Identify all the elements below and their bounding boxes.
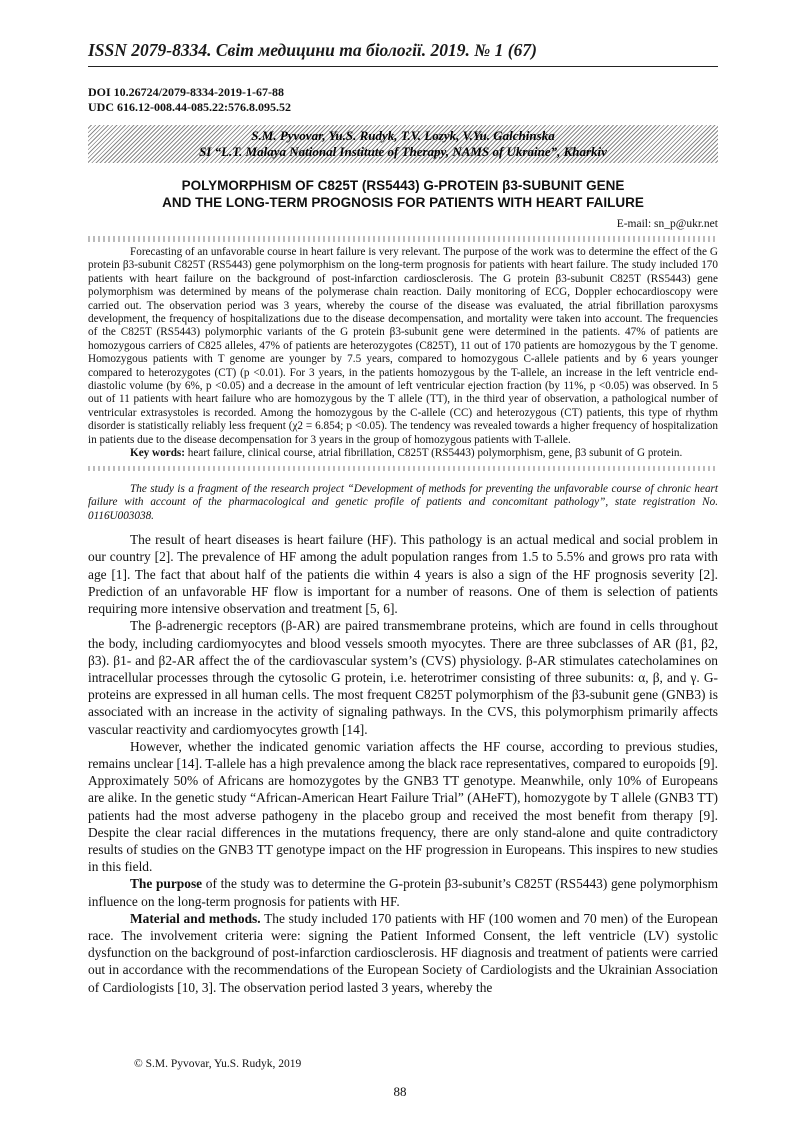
affiliation: SI “L.T. Malaya National Institute of Therapy, NAMS of Ukraine”, Kharkiv [199, 144, 607, 159]
udc: UDC 616.12-008.44-085.22:576.8.095.52 [88, 100, 291, 114]
contact-email: E-mail: sn_p@ukr.net [616, 218, 718, 230]
journal-header: ISSN 2079-8334. Світ медицини та біології. 2019. № 1 (67) [88, 40, 718, 67]
author-names: S.M. Pyvovar, Yu.S. Rudyk, T.V. Lozyk, V.Yu. Galchinska [251, 128, 555, 143]
paragraph-2: The β-adrenergic receptors (β-AR) are paired transmembrane proteins, which are found in cells throughout the body, including cardiomyocytes and blood vessels smooth myocytes. There are three subclasses of AR (β1, β2, β3). β1- and β2-AR affect the of the cardiovascular system’s (CVS) physiology. β-AR stimulates catecholamines on intracellular processes through the cytosolic G protein, i.e. heterotrimer consisting of three subunits: α, β, and γ. G-proteins are expressed in all human cells. The most frequent C825T polymorphism of the β3-subunit gene (GNB3) is associated with an increase in the activity of signaling pathways. In the CVS, this polymorphism primarily affects vascular reactivity and cardiomyocytes growth [14]. [88, 618, 718, 737]
article-title [88, 177, 718, 211]
purpose-label: The purpose [130, 876, 203, 892]
doi: DOI 10.26724/2079-8334-2019-1-67-88 [88, 85, 284, 99]
methods-label: Material and methods. [130, 910, 261, 926]
abstract [88, 246, 718, 461]
article-identifiers [88, 85, 718, 115]
keywords-label: Key words: [130, 447, 185, 460]
article-page [88, 40, 718, 996]
keywords-list: heart failure, clinical course, atrial fibrillation, C825T (RS5443) polymorphism, gene, β3 subunit of G protein. [187, 447, 683, 460]
copyright: © S.M. Pyvovar, Yu.S. Rudyk, 2019 [134, 1058, 302, 1070]
decorative-divider [88, 236, 718, 242]
methods-text: The study included 170 patients with HF (100 women and 70 men) of the European race. The involvement criteria were: signing the Patient Informed Consent, the left ventricle (LV) systolic dysfunction on the background of post-infarction cardiosclerosis. HF diagnosis and treatment of patients were carried out in accordance with the recommendations of the European Society of Cardiologists and the Ukrainian Association of Cardiologists [10, 3]. The observation period lasted 3 years, whereby the [88, 910, 719, 995]
paragraph-3: However, whether the indicated genomic variation affects the HF course, according to previous studies, remains unclear [14]. T-allele has a high prevalence among the black race representatives, compared to europoids [9]. Approximately 50% of Africans are homozygotes by the GNB3 TT genotype. Meanwhile, only 10% of Europeans are alike. In the genetic study “African-American Heart Failure Trial” (AHeFT), homozygote by T allele (GNB3 TT) patients had the most adverse pathogeny in the placebo group and received the most benefit from therapy [9]. Despite the clear racial differences in the mutations frequency, there are only stand-alone and quite contradictory results of studies on the GNB3 TT genotype impact on the HF progression in Europeans. This inspires to new studies in this field. [88, 738, 718, 875]
research-note [88, 483, 718, 524]
research-note-text: The study is a fragment of the research project “Development of methods for preventing the unfavorable course of chronic heart failure with account of the pharmacological and genetic profile of patients and concomitant pathology”, state registration No. 0116U003038. [88, 482, 718, 522]
paragraph-1: The result of heart diseases is heart failure (HF). This pathology is an actual medical and social problem in our country [2]. The prevalence of HF among the adult population ranges from 1.5 to 5.5% and grows pro rata with age [1]. The fact that about half of the patients die within 4 years is also a sign of the HF prognosis severity [2]. Prediction of an unfavorable HF flow is important for a number of reasons. One of them is selection of patients requiring more intensive observation and treatment [5, 6]. [88, 532, 718, 617]
decorative-divider-bottom [88, 466, 718, 471]
paragraph-methods [88, 910, 718, 996]
abstract-text: Forecasting of an unfavorable course in heart failure is very relevant. The purpose of the work was to determine the effect of the G protein β3-subunit C825T (RS5443) gene polymorphism on the long-term prognosis for patients with heart failure. The study included 170 patients with heart failure on the background of post-infarction cardiosclerosis. The G protein β3-subunit C825T (RS5443) gene polymorphism was determined by means of the polymerase chain reaction. Daily monitoring of ECG, Doppler echocardioscopy were carried out. The observation period was 3 years, whereby the course of the disease was evaluated, the atrial fibrillation paroxysms development, the frequency of hospitalizations due to the disease decompensation, and mortality were taken into account. The frequencies of the C825T (RS5443) polymorphic variants of the G protein β3-subunit gene were determined in the patients. 47% of patients are homozygous carriers of C825 alleles, 47% of patients are heterozygotes (C825T), 11 out of 170 patients are homozygous by the T genome. Homozygous patients with T genome are younger by 7.5 years, compared to homozygous C-allele patients and by 6 years younger compared to heterozygotes (CT) (p <0.01). For 3 years, in the patients homozygous by the T-allele, an increase in the left ventricle end-diastolic volume (by 6%, p <0.05) and a decrease in the amount of left ventricular ejection fraction (by 11%, p <0.05) was observed. In 5 out of 11 patients with heart failure who are homozygous by the T allele (TT), in the third year of observation, a pathological number of ventricular extrasystoles is recorded. Among the homozygous by the C-allele (CC) and heterozygous (CT) patients, this type of rhythm disorder is statistically reliably less frequent (χ2 = 6.854; p <0.05). The tendency was revealed towards a higher frequency of hospitalization in patients due to the disease decompensation for 3 years in the group of homozygous patients with T-allele. [88, 246, 718, 446]
authors-banner [88, 125, 718, 163]
page-number: 88 [393, 1084, 407, 1099]
paragraph-purpose [88, 875, 718, 909]
keywords [88, 447, 718, 460]
article-body [88, 531, 718, 995]
title-line-1: POLYMORPHISM OF C825T (RS5443) G-PROTEIN β3-SUBUNIT GENE [181, 178, 625, 193]
purpose-text: of the study was to determine the G-protein β3-subunit’s C825T (RS5443) gene polymorphism influence on the long-term prognosis for patients with HF. [88, 876, 718, 909]
title-line-2: AND THE LONG-TERM PROGNOSIS FOR PATIENTS WITH HEART FAILURE [162, 195, 644, 210]
